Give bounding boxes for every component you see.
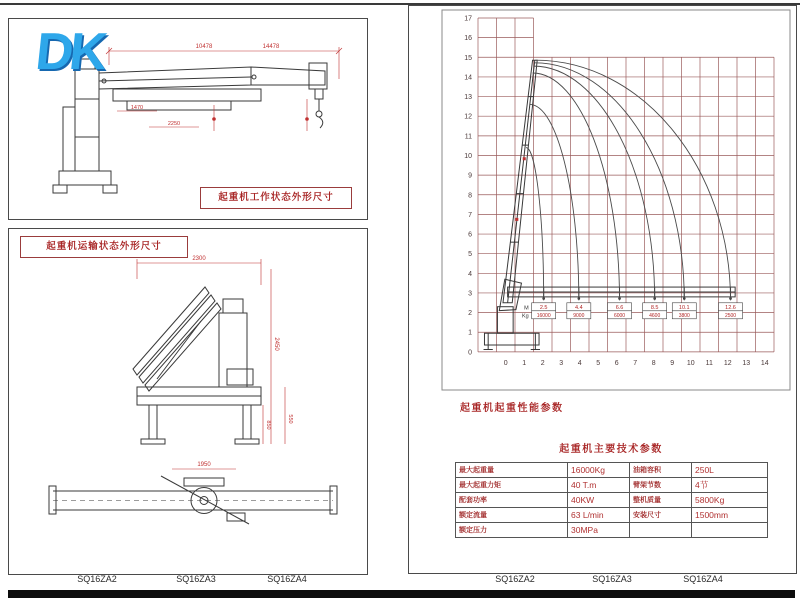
radius-unit-label: M xyxy=(524,305,529,312)
x-tick-label: 3 xyxy=(559,359,564,367)
range-curve xyxy=(526,148,544,301)
spec-value-cell: 16000Kg xyxy=(568,463,630,478)
spec-table-row xyxy=(456,508,768,523)
dim-height: 1470 xyxy=(130,105,144,111)
x-tick-label: 8 xyxy=(651,359,656,367)
load-radius-value: 2.5 xyxy=(539,304,548,311)
spec-table-row xyxy=(456,523,768,538)
spec-table-row xyxy=(456,493,768,508)
y-tick-label: 8 xyxy=(468,192,472,200)
load-capacity-value: 6000 xyxy=(613,312,626,319)
y-tick-label: 12 xyxy=(464,113,472,121)
dim-width: 2300 xyxy=(192,256,206,262)
load-capacity-value: 16000 xyxy=(536,312,551,319)
y-tick-label: 11 xyxy=(464,133,472,141)
spec-label-cell: 最大起重量 xyxy=(456,463,568,478)
spec-label-cell: 油箱容积 xyxy=(630,463,692,478)
load-capacity-value: 2500 xyxy=(724,312,737,319)
range-curve xyxy=(534,63,684,301)
x-tick-label: 1 xyxy=(522,359,527,367)
x-tick-label: 13 xyxy=(742,359,751,367)
footer-model-label: SQ16ZA4 xyxy=(683,574,723,584)
y-tick-label: 0 xyxy=(468,349,472,357)
footer-model-label: SQ16ZA3 xyxy=(592,574,632,584)
brand-logo: DK xyxy=(32,23,107,81)
footer-model-label: SQ16ZA2 xyxy=(495,574,535,584)
dim-leg: 850 xyxy=(265,420,271,430)
load-capacity-value: 9000 xyxy=(573,312,585,319)
spec-value-cell: 1500mm xyxy=(692,508,768,523)
dim-total-length-2: 14478 xyxy=(262,44,280,50)
transport-state-drawing xyxy=(9,229,367,574)
range-curve xyxy=(533,73,620,300)
spec-value-cell: 40 T.m xyxy=(568,478,630,493)
y-tick-label: 16 xyxy=(464,35,472,43)
spec-label-cell: 配套功率 xyxy=(456,493,568,508)
footer-model-label: SQ16ZA3 xyxy=(176,574,216,584)
y-tick-label: 3 xyxy=(468,290,472,298)
load-capacity-value: 3800 xyxy=(678,312,690,319)
load-radius-value: 12.6 xyxy=(725,304,736,311)
load-radius-value: 10.1 xyxy=(678,304,690,311)
x-tick-label: 0 xyxy=(503,359,508,367)
x-tick-label: 2 xyxy=(540,359,545,367)
spec-label-cell: 整机质量 xyxy=(630,493,692,508)
x-tick-label: 10 xyxy=(686,359,695,367)
x-tick-label: 5 xyxy=(596,359,601,367)
x-tick-label: 4 xyxy=(577,359,582,367)
spec-value-cell: 5800Kg xyxy=(692,493,768,508)
spec-value-cell: 40KW xyxy=(568,493,630,508)
dim-foot: 550 xyxy=(287,414,293,424)
spec-table xyxy=(455,462,768,538)
y-tick-label: 7 xyxy=(468,211,472,219)
x-tick-label: 12 xyxy=(723,359,732,367)
dim-height: 2450 xyxy=(273,337,279,351)
spec-label-cell: 额定流量 xyxy=(456,508,568,523)
chart-grid xyxy=(478,18,774,352)
spec-table-row xyxy=(456,478,768,493)
footer-model-label: SQ16ZA4 xyxy=(267,574,307,584)
y-tick-label: 17 xyxy=(464,15,472,23)
spec-value-cell: 63 L/min xyxy=(568,508,630,523)
load-radius-value: 6.6 xyxy=(615,304,624,311)
spec-value-cell: 30MPa xyxy=(568,523,630,538)
performance-caption: 起重机起重性能参数 xyxy=(460,403,564,414)
spec-label-cell: 臂架节数 xyxy=(630,478,692,493)
spec-table-row xyxy=(456,463,768,478)
spec-value-cell: 250L xyxy=(692,463,768,478)
range-curve xyxy=(530,104,579,300)
y-tick-label: 1 xyxy=(468,329,472,337)
spec-value-cell: 4节 xyxy=(692,478,768,493)
y-tick-label: 14 xyxy=(464,74,472,82)
dim-span: 1950 xyxy=(197,462,211,468)
x-tick-label: 9 xyxy=(670,359,675,367)
outrigger-top-view-linework xyxy=(49,476,337,524)
working-range-chart xyxy=(412,8,792,394)
spec-label-cell: 安装尺寸 xyxy=(630,508,692,523)
load-radius-value: 8.5 xyxy=(650,304,659,311)
spec-label-cell: 最大起重力矩 xyxy=(456,478,568,493)
transport-state-caption: 起重机运输状态外形尺寸 xyxy=(20,236,188,258)
y-tick-label: 5 xyxy=(468,251,472,259)
load-unit-label: Kg xyxy=(521,313,529,320)
load-capacity-value: 4600 xyxy=(649,312,661,319)
footer-bar xyxy=(8,590,795,598)
x-tick-label: 11 xyxy=(705,359,713,367)
y-tick-label: 9 xyxy=(468,172,472,180)
spec-table-title: 起重机主要技术参数 xyxy=(559,444,663,455)
load-radius-value: 4.4 xyxy=(574,304,583,311)
y-tick-label: 13 xyxy=(464,94,472,102)
y-tick-label: 10 xyxy=(464,152,472,160)
y-tick-label: 6 xyxy=(468,231,472,239)
spec-label-cell xyxy=(630,523,692,538)
crane-transport-linework xyxy=(133,287,261,444)
spec-label-cell: 额定压力 xyxy=(456,523,568,538)
dim-mid: 2250 xyxy=(167,121,181,127)
y-tick-label: 15 xyxy=(464,54,472,62)
x-tick-label: 6 xyxy=(614,359,619,367)
spec-value-cell xyxy=(692,523,768,538)
transport-state-panel xyxy=(8,228,368,575)
x-tick-label: 14 xyxy=(760,359,769,367)
y-tick-label: 4 xyxy=(468,270,472,278)
dim-total-length: 10478 xyxy=(195,44,213,50)
load-point-boxes xyxy=(522,303,743,320)
footer-model-label: SQ16ZA2 xyxy=(77,574,117,584)
working-state-caption: 起重机工作状态外形尺寸 xyxy=(200,187,352,209)
y-tick-label: 2 xyxy=(468,310,472,318)
x-tick-label: 7 xyxy=(633,359,638,367)
